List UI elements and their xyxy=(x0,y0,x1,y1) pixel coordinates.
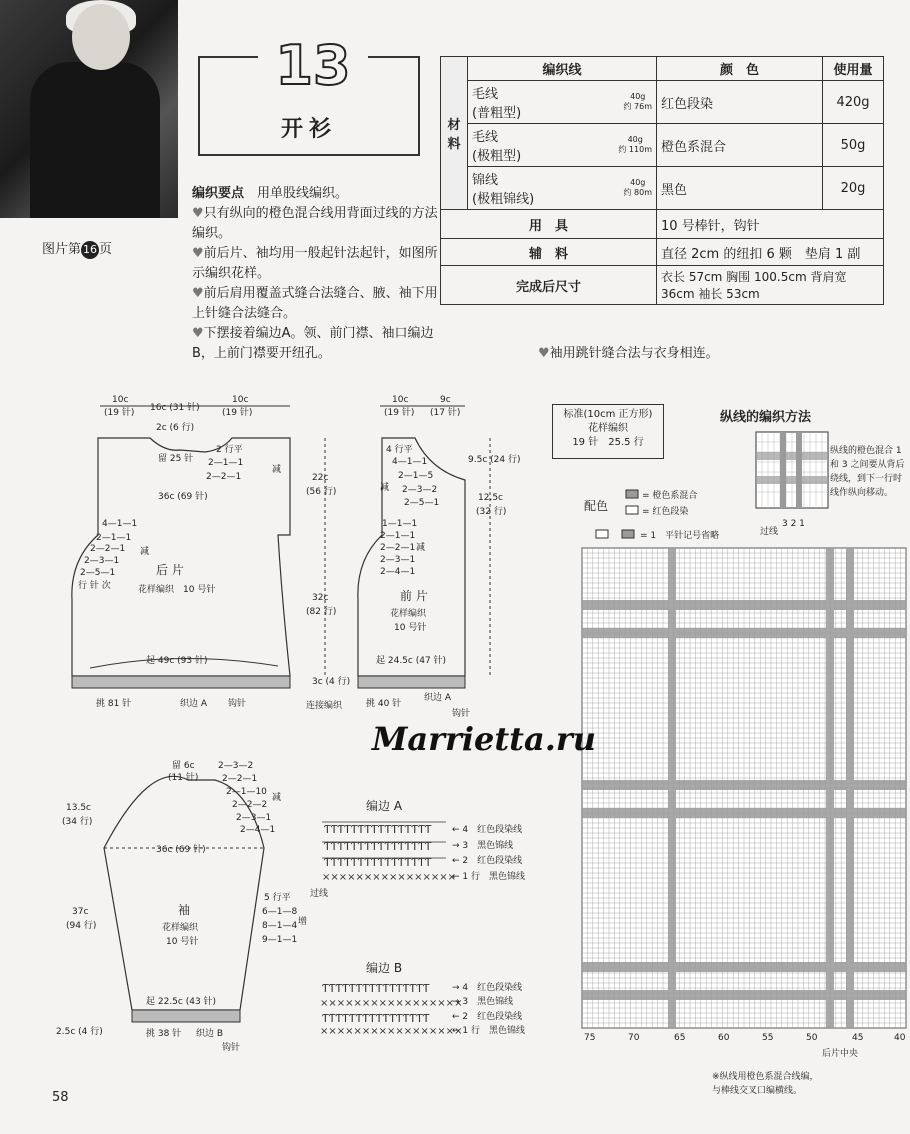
sleeve-inc: 9—1—1 xyxy=(262,935,298,945)
table-row: 用 具 10 号棒针，钩针 xyxy=(441,210,884,239)
edge-a-row: → 3 黑色锦线 xyxy=(452,841,514,851)
front-height: 9.5c (24 行) xyxy=(468,455,521,465)
back-arm-label: 减 xyxy=(140,547,150,557)
back-height: (82 行) xyxy=(306,607,337,617)
color-legend xyxy=(584,489,719,541)
back-dim: 10c xyxy=(232,395,249,405)
edge-b-row: ← 1 行 黑色锦线 xyxy=(452,1026,525,1036)
edge-b-stitches: ××××××××××××××××× xyxy=(320,1026,463,1037)
watermark: Marrietta.ru xyxy=(372,720,596,758)
front-pattern: 10 号针 xyxy=(394,623,427,633)
table-row: 毛线 (普粗型) 40g 约 76m 红色段染 420g xyxy=(441,81,884,124)
front-edge: 织边 A xyxy=(424,693,452,703)
front-pick: 挑 40 针 xyxy=(366,699,402,709)
back-arm-label: 2—3—1 xyxy=(84,556,120,566)
back-pattern: 花样编织 10 号针 xyxy=(138,585,216,595)
heart-icon: ♥ xyxy=(192,246,204,261)
edge-a-row: ← 4 红色段染线 xyxy=(452,825,523,835)
front-height: (32 行) xyxy=(476,507,507,517)
table-row: 辅 料 直径 2cm 的纽扣 6 颗 垫肩 1 副 xyxy=(441,239,884,266)
back-hook: 钩针 xyxy=(228,699,247,709)
sleeve-cap: 2—2—1 xyxy=(222,774,258,784)
back-height: (56 行) xyxy=(306,487,337,497)
sleeve-cap: 减 xyxy=(272,793,282,803)
table-row: 毛线 (极粗型) 40g 约 110m 橙色系混合 50g xyxy=(441,124,884,167)
front-label: 前 片 xyxy=(400,589,428,603)
edge-b-row: ← 2 红色段染线 xyxy=(452,1012,523,1022)
colorwork-chart xyxy=(582,548,906,1059)
mini-chart-pass: 过线 xyxy=(760,527,779,537)
front-arm-label: 2—1—1 xyxy=(380,531,416,541)
sleeve-top: 留 6c xyxy=(172,761,195,771)
edge-a-title: 编边 A xyxy=(366,799,403,813)
chart-center-label: 后片中央 xyxy=(822,1049,859,1059)
front-arm-label: 2—4—1 xyxy=(380,567,416,577)
front-arm-label: 减 xyxy=(416,543,426,553)
svg-text:= 红色段染: = 红色段染 xyxy=(642,507,689,517)
sleeve-cap: 2—4—1 xyxy=(240,825,276,835)
pattern-name: 开衫 xyxy=(280,117,337,142)
sleeve-cap: 2—3—1 xyxy=(236,813,272,823)
sleeve-inc: 5 行平 xyxy=(264,893,291,903)
join-label: 连接编织 xyxy=(306,701,343,711)
sleeve-pattern: 花样编织 xyxy=(162,923,199,933)
materials-table: 材料 编织线 颜 色 使用量 毛线 (普粗型) 40g 约 76m 红色段染 420g 毛线 (极粗型) 40g 约 110m 橙色系混合 50g 锦线 (极粗锦线) 40g 约 80m 黑色 20g 用 具 10 号棒针，钩针 辅 料 直径 2cm 的纽扣 6 颗 垫肩 1 副 完成后尺寸 衣长 57cm 胸围 100.5cm 背肩宽 36cm 袖长 53cm xyxy=(440,56,884,305)
sleeve-height: 13.5c xyxy=(66,803,91,813)
sleeve-edge: 织边 B xyxy=(196,1029,224,1039)
red-swatch xyxy=(626,506,638,514)
edge-b-stitches: ƬƬƬƬƬƬƬƬƬƬƬƬƬƬƬƬ xyxy=(322,982,430,995)
sleeve-pick: 挑 38 针 xyxy=(146,1029,182,1039)
page-number: 58 xyxy=(52,1090,69,1105)
sleeve-inc: 6—1—8 xyxy=(262,907,298,917)
back-pick: 挑 81 针 xyxy=(96,699,132,709)
front-height: 12.5c xyxy=(478,493,503,503)
front-dim: 10c xyxy=(392,395,409,405)
front-neck-label: 2—5—1 xyxy=(404,498,440,508)
sleeve-height: 37c xyxy=(72,907,89,917)
hem-label: 3c (4 行) xyxy=(312,677,351,687)
edge-b-title: 编边 B xyxy=(366,961,403,975)
heart-icon: ♥ xyxy=(538,346,550,361)
chart-tick: 55 xyxy=(762,1033,774,1043)
chart-tick: 60 xyxy=(718,1033,730,1043)
front-cast: 起 24.5c (47 针) xyxy=(376,656,447,666)
sleeve-height: (34 行) xyxy=(62,817,93,827)
back-neck-label: 减 xyxy=(272,465,282,475)
chart-tick: 75 xyxy=(584,1033,596,1043)
edge-a-chart xyxy=(310,798,525,899)
chart-tick: 70 xyxy=(628,1033,640,1043)
front-neck-label: 4 行平 xyxy=(386,445,413,455)
back-label: 后 片 xyxy=(156,563,184,577)
back-cast: 起 49c (93 针) xyxy=(146,656,208,666)
footnote: ※纵线用橙色系混合线编， 与棒线交叉口编横线。 xyxy=(712,1072,819,1096)
sleeve-hem: 2.5c (4 行) xyxy=(56,1027,103,1037)
edge-a-row: ← 1 行 黑色锦线 xyxy=(452,872,525,882)
sleeve-cap: 2—1—10 xyxy=(226,787,267,797)
edge-a-stitches: ×××××××××××××××× xyxy=(322,872,457,883)
front-dim: (19 针) xyxy=(384,408,415,418)
front-hook: 钩针 xyxy=(452,709,471,719)
chart-tick: 40 xyxy=(894,1033,906,1043)
sleeve-width: 36c (69 针) xyxy=(156,845,206,855)
back-height: 22c xyxy=(312,473,329,483)
sleeve-cap: 2—2—2 xyxy=(232,800,268,810)
front-neck-label: 4—1—1 xyxy=(392,457,428,467)
heart-icon: ♥ xyxy=(192,206,204,221)
chart-description: 纵线的橙色混合 1 和 3 之间要从背后绕线，到下一行时线作纵向移动。 xyxy=(830,446,905,498)
photo-caption: 图片第 16 页 xyxy=(42,242,113,257)
sleeve-pattern: 10 号针 xyxy=(166,937,199,947)
mini-chart-numbers: 3 2 1 xyxy=(782,519,805,529)
sleeve-top: (11 针) xyxy=(168,773,199,783)
front-neck-label: 减 xyxy=(380,483,390,493)
back-neck-label: 2—2—1 xyxy=(206,472,242,482)
sleeve-cast: 起 22.5c (43 针) xyxy=(146,997,217,1007)
chart-tick: 65 xyxy=(674,1033,686,1043)
front-arm-label: 1—1—1 xyxy=(382,519,418,529)
heart-icon: ♥ xyxy=(192,286,204,301)
back-arm-label: 2—2—1 xyxy=(90,544,126,554)
sleeve-cap: 2—3—2 xyxy=(218,761,254,771)
back-neck-label: 留 25 针 xyxy=(158,454,194,464)
back-chest: 36c (69 针) xyxy=(158,492,208,502)
heart-icon: ♥ xyxy=(192,326,204,341)
back-arm-label: 行 针 次 xyxy=(78,581,111,591)
edge-b-row: → 4 红色段染线 xyxy=(452,983,523,993)
front-arm-label: 2—3—1 xyxy=(380,555,416,565)
back-dim: 16c (31 针) xyxy=(150,403,200,413)
materials-label: 材料 xyxy=(441,57,468,210)
edge-a-stitches: ƬƬƬƬƬƬƬƬƬƬƬƬƬƬƬƬ xyxy=(324,840,432,853)
edge-b-stitches: ƬƬƬƬƬƬƬƬƬƬƬƬƬƬƬƬ xyxy=(322,1012,430,1025)
orange-swatch xyxy=(626,490,638,498)
back-neck-label: 2—1—1 xyxy=(208,458,244,468)
chart-title: 纵线的编织方法 xyxy=(720,410,812,425)
edge-b-stitches: ××××××××××××××××× xyxy=(320,998,463,1009)
back-dim: (19 针) xyxy=(104,408,135,418)
back-arm-label: 2—5—1 xyxy=(80,568,116,578)
front-dim: (17 针) xyxy=(430,408,461,418)
back-dim: (19 针) xyxy=(222,408,253,418)
pattern-number: 13 xyxy=(258,34,368,97)
back-height: 32c xyxy=(312,593,329,603)
sleeve-label: 袖 xyxy=(178,903,191,917)
back-arm-label: 2—1—1 xyxy=(96,533,132,543)
sleeve-inc: 增 xyxy=(298,917,308,927)
front-neck-label: 2—1—5 xyxy=(398,471,434,481)
svg-text:= 1 平针记号省略: = 1 平针记号省略 xyxy=(640,531,720,541)
sleeve-note: ♥袖用跳针缝合法与衣身相连。 xyxy=(538,346,719,361)
vertical-yarn-mini-chart xyxy=(756,432,828,537)
edge-b-row: → 3 黑色锦线 xyxy=(452,997,514,1007)
sleeve-inc: 8—1—4 xyxy=(262,921,298,931)
front-arm-label: 2—2—1 xyxy=(380,543,416,553)
sleeve-height: (94 行) xyxy=(66,921,97,931)
front-neck-label: 2—3—2 xyxy=(402,485,438,495)
knitting-notes: 编织要点 用单股线编织。 ♥只有纵向的橙色混合线用背面过线的方法编织。 ♥前后片、袖均用一般起针法起针，如图所示编织花样。 ♥前后肩用覆盖式缝合法缝合、腋、袖下用上针缝合法缝合。 ♥下摆接着编边A。领、前门襟、袖口编边B，上前门襟要开纽孔。 xyxy=(192,186,438,361)
back-dim: 10c xyxy=(112,395,129,405)
edge-b-chart xyxy=(320,960,525,1037)
edge-a-stitches: ƬƬƬƬƬƬƬƬƬƬƬƬƬƬƬƬ xyxy=(324,823,432,836)
back-edge: 织边 A xyxy=(180,699,208,709)
back-neck-label: 2c (6 行) xyxy=(156,423,195,433)
front-dim: 9c xyxy=(440,395,451,405)
back-neck-label: 2 行平 xyxy=(216,445,243,455)
edge-a-stitches: ƬƬƬƬƬƬƬƬƬƬƬƬƬƬƬƬ xyxy=(324,856,432,869)
svg-text:= 橙色系混合: = 橙色系混合 xyxy=(642,491,698,501)
svg-text:配色: 配色 xyxy=(584,499,609,513)
table-row: 完成后尺寸 衣长 57cm 胸围 100.5cm 背肩宽 36cm 袖长 53cm xyxy=(441,266,884,305)
table-row: 锦线 (极粗锦线) 40g 约 80m 黑色 20g xyxy=(441,167,884,210)
front-pattern: 花样编织 xyxy=(390,609,427,619)
back-arm-label: 4—1—1 xyxy=(102,519,138,529)
edge-a-row: ← 2 红色段染线 xyxy=(452,856,523,866)
edge-a-pass: 过线 xyxy=(310,889,329,899)
gauge-legend: 标准(10cm 正方形) 花样编织 19 针 25.5 行 xyxy=(552,404,664,459)
chart-tick: 45 xyxy=(852,1033,864,1043)
sleeve-hook: 钩针 xyxy=(222,1043,241,1053)
chart-tick: 50 xyxy=(806,1033,818,1043)
